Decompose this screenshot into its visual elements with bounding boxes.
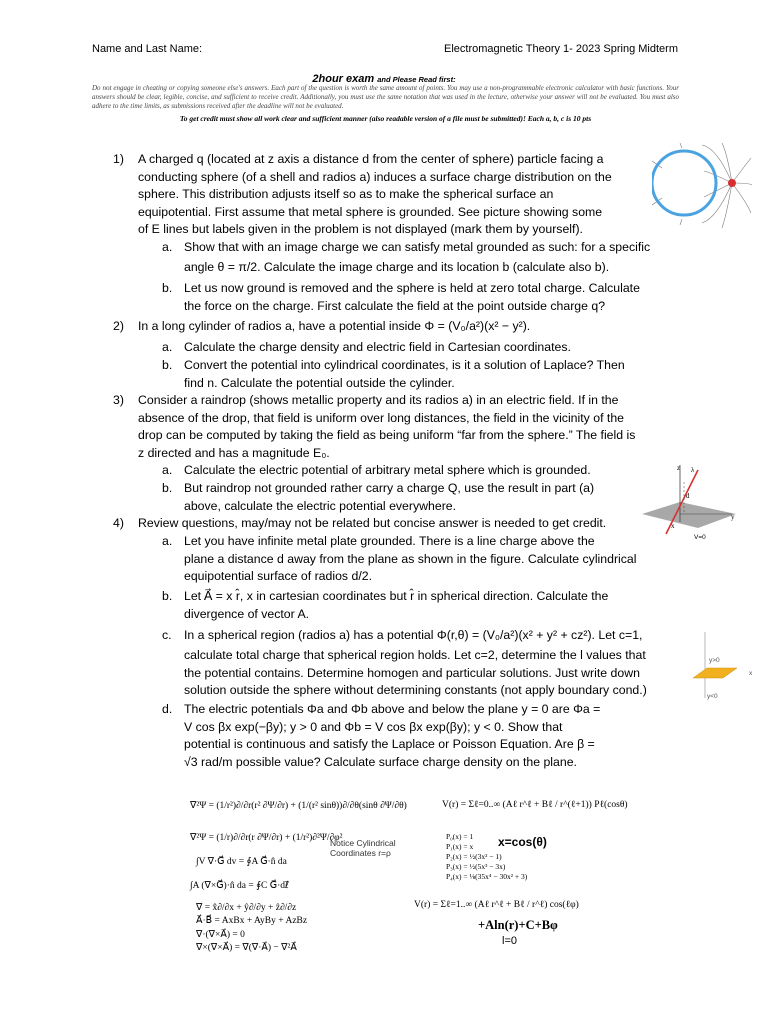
- fig2-x-label: x: [671, 522, 675, 530]
- part-label: b.: [162, 358, 173, 372]
- part-label: b.: [162, 481, 173, 495]
- q1-part-a: [162, 239, 682, 275]
- q3b-line: But raindrop not grounded rather carry a charge Q, use the result in part (a): [184, 481, 595, 495]
- question-number: 2): [113, 319, 124, 333]
- q1-line: conducting sphere (of a shell and radios a) induces a surface charge distribution on the: [138, 169, 612, 184]
- cylindrical-series: V(r) = Σℓ=1..∞ (Aℓ r^ℓ + Bℓ / r^ℓ) cos(ℓφ): [414, 900, 579, 910]
- question-2: [113, 318, 673, 338]
- question-number: 1): [113, 152, 124, 166]
- q3b-line: above, calculate the electric potential everywhere.: [184, 498, 457, 513]
- sphere-figure: [652, 143, 752, 243]
- q4c-line: calculate total charge that spherical region holds. Let c=2, determine the l values that: [184, 648, 646, 662]
- q2-part-a: [162, 339, 682, 357]
- fig3-plane: [693, 668, 737, 678]
- q1a-line: angle θ = π/2. Calculate the image charge and its location b (calculate also b).: [184, 260, 610, 274]
- q3-line: z directed and has a magnitude E₀.: [138, 445, 330, 460]
- point-charge: [728, 179, 736, 187]
- q4b-line: Let A⃗ = x r̂, x in cartesian coordinates but r̂ in spherical direction. Calculate the: [184, 589, 609, 603]
- part-label: a.: [162, 534, 173, 548]
- q1-line: A charged q (located at z axis a distance d from the center of sphere) particle facing a: [138, 152, 604, 166]
- q2a-line: Calculate the charge density and electric field in Cartesian coordinates.: [184, 340, 571, 354]
- legendre-p0: P₀(x) = 1: [446, 832, 474, 841]
- l-zero-note: l=0: [502, 935, 517, 947]
- nabla-operator: ∇ = x̂∂/∂x + ŷ∂/∂y + ẑ∂/∂z: [196, 903, 297, 913]
- q4a-line: equipotential surface of radios d/2.: [184, 569, 372, 584]
- fig2-v-label: V=0: [694, 534, 706, 541]
- x-cos-theta: x=cos(θ): [498, 835, 547, 849]
- q4b-line: divergence of vector A.: [184, 606, 310, 621]
- q4d-line: The electric potentials Φa and Φb above and below the plane y = 0 are Φa =: [184, 702, 601, 716]
- q2-part-b: [162, 357, 682, 393]
- q2-line: In a long cylinder of radios a, have a potential inside Φ = (V₀/a²)(x² − y²).: [138, 319, 531, 333]
- fig3-yplus-label: y>0: [709, 657, 720, 664]
- exam-title-sub: and Please Read first:: [377, 75, 456, 84]
- question-number: 4): [113, 516, 124, 530]
- name-label: Name and Last Name:: [92, 43, 203, 55]
- legendre-p2: P₂(x) = ½(3x² − 1): [446, 852, 502, 861]
- plane-line-charge-figure: [640, 462, 740, 542]
- q1b-line: the force on the charge. First calculate the field at the point outside charge q?: [184, 298, 606, 313]
- q4-part-a: [162, 533, 682, 587]
- q4d-line: potential is continuous and satisfy the Laplace or Poisson Equation. Are β =: [184, 737, 595, 752]
- course-title: Electromagnetic Theory 1- 2023 Spring Midterm: [444, 43, 678, 55]
- fig2-z-label: z: [677, 464, 681, 472]
- question-1: [113, 151, 653, 241]
- exam-notice: Do not engage in cheating or copying someone else's answers. Each part of the question is worth the same amount of points. You may use a non-programmable electronic calculator with basic functions. Your answers should be clear, legible, concise, and sufficient to receive credit. Additionally, you must use the same notation that was used in the lecture, otherwise your answer will not be evaluated. You must also adhere to the time limits, as submissions received after the deadline will not be evaluated.: [92, 84, 679, 110]
- cylindrical-note: [330, 838, 396, 858]
- part-label: b.: [162, 589, 173, 603]
- q4-part-d: [162, 701, 687, 773]
- q4-part-c: [162, 627, 687, 699]
- part-label: a.: [162, 240, 173, 254]
- laplace-cylindrical-formula: ∇²Ψ = (1/r)∂/∂r(r ∂Ψ/∂r) + (1/r²)∂²Ψ/∂φ²: [190, 833, 343, 843]
- legendre-p1: P₁(x) = x: [446, 842, 474, 851]
- curl-curl-identity: ∇×(∇×A⃗) = ∇(∇·A⃗) − ∇²A⃗: [196, 943, 297, 953]
- cylindrical-note-line: Coordinates r=ρ: [330, 848, 391, 858]
- q4a-line: Let you have infinite metal plate grounded. There is a line charge above the: [184, 534, 595, 548]
- q3a-line: Calculate the electric potential of arbitrary metal sphere which is grounded.: [184, 463, 591, 477]
- q2b-line: Convert the potential into cylindrical coordinates, is it a solution of Laplace? Then: [184, 358, 625, 372]
- q4d-line: V cos βx exp(−βy); y > 0 and Φb = V cos βx exp(βy); y < 0. Show that: [184, 719, 563, 734]
- laplace-spherical-formula: ∇²Ψ = (1/r²)∂/∂r(r² ∂Ψ/∂r) + (1/(r² sinθ))∂/∂θ(sinθ ∂Ψ/∂θ): [190, 801, 407, 811]
- plane-y0-figure: [685, 630, 765, 705]
- divergence-theorem: ∫V ∇·G⃗ dv = ∮A G⃗·n̂ da: [196, 857, 287, 867]
- part-label: c.: [162, 628, 172, 642]
- question-3: [113, 392, 678, 464]
- question-number: 3): [113, 393, 124, 407]
- question-4: [113, 515, 673, 533]
- q1-line: of E lines but labels given in the problem is not displayed (mark them by yourself).: [138, 222, 583, 237]
- cylindrical-note-line: Notice Cylindrical: [330, 838, 396, 848]
- q2b-line: find n. Calculate the potential outside the cylinder.: [184, 375, 455, 390]
- fig2-lambda-label: λ: [691, 466, 695, 474]
- sphere-shell: [652, 151, 716, 215]
- q4a-line: plane a distance d away from the plane as shown in the figure. Calculate cylindrical: [184, 551, 637, 566]
- q3-line: absence of the drop, that field is uniform over long distances, the field in the vicinity of the: [138, 410, 625, 425]
- part-label: a.: [162, 340, 173, 354]
- q4c-line: solution outside the sphere without determining constants (not apply boundary cond.): [184, 683, 647, 698]
- credit-note: To get credit must show all work clear and sufficient manner (also readable version of a file must be submitted)! Each a, b, c is 10 pts: [179, 114, 592, 123]
- q3-part-b: [162, 480, 642, 516]
- q3-part-a: [162, 462, 642, 480]
- legendre-series: V(r) = Σℓ=0..∞ (Aℓ r^ℓ + Bℓ / r^(ℓ+1)) Pℓ(cosθ): [442, 800, 628, 810]
- q1b-line: Let us now ground is removed and the sphere is held at zero total charge. Calculate: [184, 281, 640, 295]
- dot-product: A⃗·B⃗ = AxBx + AyBy + AzBz: [196, 916, 308, 926]
- fig3-yneg-label: y<0: [707, 693, 718, 700]
- cylindrical-extra-terms: +Aln(r)+C+Bφ: [478, 918, 558, 932]
- q4c-line: In a spherical region (radios a) has a potential Φ(r,θ) = (V₀/a²)(x² + y² + cz²). Let c=1,: [184, 628, 643, 642]
- q3-line: Consider a raindrop (shows metallic property and its radios a) in an electric field. If in the: [138, 393, 619, 407]
- legendre-p4: P₄(x) = ⅛(35x⁴ − 30x² + 3): [446, 872, 528, 881]
- exam-title-main: 2hour exam: [312, 73, 375, 85]
- q1-line: sphere. This distribution adjusts itself so as to make the spherical surface an: [138, 187, 554, 202]
- legendre-p3: P₃(x) = ½(5x³ − 3x): [446, 862, 506, 871]
- q1-part-b: [162, 280, 682, 316]
- q4c-line: the potential contains. Determine homogen and particular solutions. Just write down: [184, 665, 640, 680]
- q1-line: equipotential. First assume that metal sphere is grounded. See picture showing some: [138, 204, 603, 219]
- grounded-plane: [642, 502, 736, 528]
- q3-line: drop can be computed by taking the field as being uniform “far from the sphere.” The field is: [138, 428, 636, 443]
- part-label: a.: [162, 463, 173, 477]
- fig2-d-label: d: [686, 492, 690, 500]
- part-label: b.: [162, 281, 173, 295]
- part-label: d.: [162, 702, 173, 716]
- div-curl-identity: ∇·(∇×A⃗) = 0: [196, 930, 245, 940]
- stokes-theorem: ∫A (∇×G⃗)·n̂ da = ∮C G⃗·dℓ⃗: [190, 881, 289, 891]
- q4-line: Review questions, may/may not be related but concise answer is needed to get credit.: [138, 516, 607, 530]
- fig2-y-label: y: [731, 513, 735, 521]
- q4-part-b: [162, 588, 682, 624]
- fig3-x-label: x: [749, 670, 753, 677]
- q1a-line: Show that with an image charge we can satisfy metal grounded as such: for a specific: [184, 240, 651, 254]
- q4d-line: √3 rad/m possible value? Calculate surface charge density on the plane.: [184, 754, 577, 769]
